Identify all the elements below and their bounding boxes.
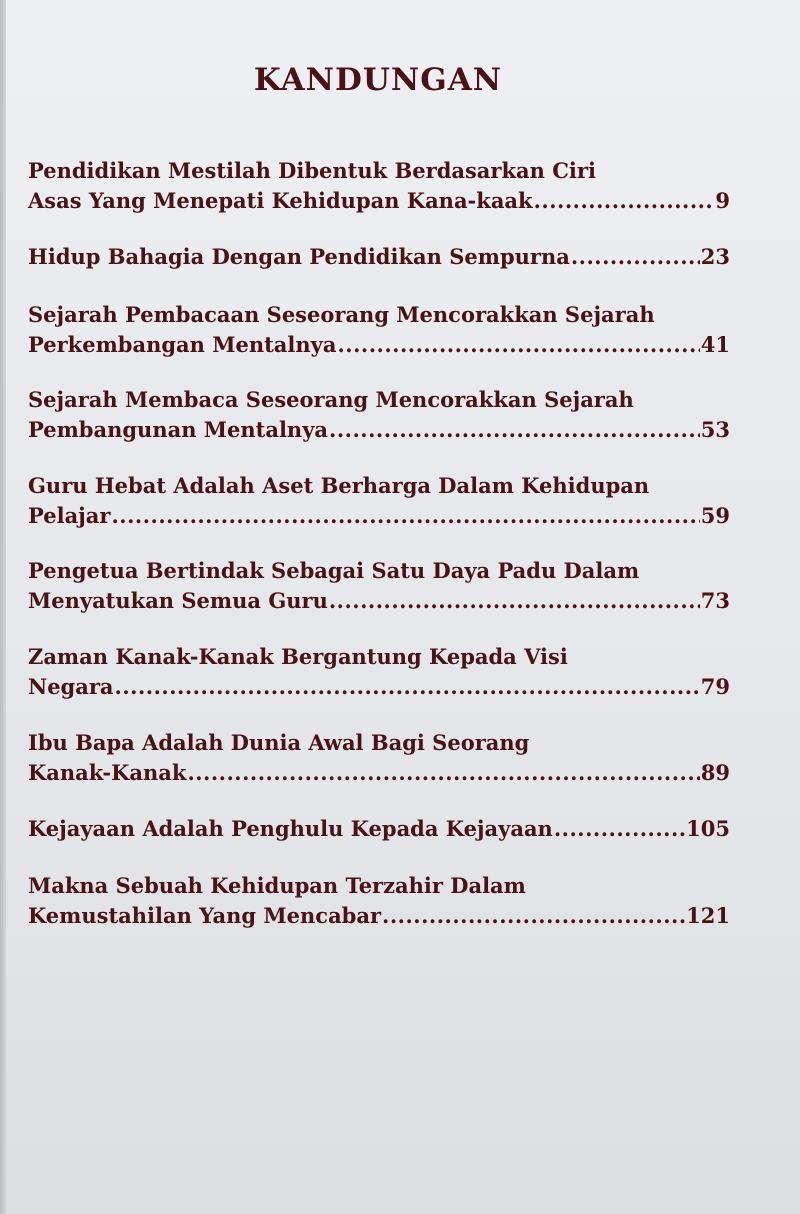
toc-entry-title-line: Kanak-Kanak	[28, 760, 187, 785]
toc-entry	[28, 300, 730, 360]
toc-page-number: 53	[700, 417, 730, 442]
dot-leader	[329, 415, 700, 445]
toc-entry-title-line: Ibu Bapa Adalah Dunia Awal Bagi Seorang	[28, 730, 530, 755]
toc-entry-title-line: Guru Hebat Adalah Aset Berharga Dalam Kehidupan	[28, 473, 650, 498]
toc-entry	[28, 385, 730, 445]
page-edge-shadow	[0, 0, 6, 1214]
dot-leader	[382, 901, 685, 931]
toc-entry-title-line: Sejarah Pembacaan Seseorang Mencorakkan Sejarah	[28, 302, 655, 327]
toc-entry-title-line: Pengetua Bertindak Sebagai Satu Daya Padu Dalam	[28, 558, 640, 583]
toc-page-number: 89	[700, 760, 730, 785]
toc-entry-title-line: Kejayaan Adalah Penghulu Kepada Kejayaan	[28, 816, 553, 841]
toc-page-number: 9	[715, 188, 730, 213]
toc-entry	[28, 871, 730, 931]
page-title: KANDUNGAN	[253, 62, 503, 98]
dot-leader	[554, 814, 685, 844]
toc-entry-title-line: Asas Yang Menepati Kehidupan Kana-kaak	[28, 188, 533, 213]
dot-leader	[187, 758, 699, 788]
toc-entry-title-line: Hidup Bahagia Dengan Pendidikan Sempurna	[28, 244, 570, 269]
toc-entry-title-line: Sejarah Membaca Seseorang Mencorakkan Sejarah	[28, 387, 634, 412]
toc-page-number: 41	[700, 332, 730, 357]
toc-entry	[28, 156, 730, 216]
toc-entry	[28, 728, 730, 788]
toc-entry-title-line: Zaman Kanak-Kanak Bergantung Kepada Visi	[28, 644, 568, 669]
toc-entry-title-line: Makna Sebuah Kehidupan Terzahir Dalam	[28, 873, 526, 898]
toc-entry-title-line: Kemustahilan Yang Mencabar	[28, 903, 382, 928]
toc-entry-title-line: Pendidikan Mestilah Dibentuk Berdasarkan Ciri	[28, 158, 596, 183]
toc-entry	[28, 242, 730, 272]
dot-leader	[329, 586, 700, 616]
toc-entry-title-line: Negara	[28, 674, 114, 699]
dot-leader	[111, 501, 699, 531]
toc-entry	[28, 642, 730, 702]
dot-leader	[115, 672, 700, 702]
toc-page-number: 23	[700, 244, 730, 269]
dot-leader	[534, 186, 715, 216]
toc-entry	[28, 814, 730, 844]
toc-page-number: 59	[700, 503, 730, 528]
toc-page-number: 79	[700, 674, 730, 699]
toc-entry-title-line: Menyatukan Semua Guru	[28, 588, 328, 613]
toc-page-number: 73	[700, 588, 730, 613]
toc-entry-title-line: Pembangunan Mentalnya	[28, 417, 329, 442]
toc-entry	[28, 556, 730, 616]
toc-entry	[28, 471, 730, 531]
toc-page-number: 105	[686, 816, 730, 841]
toc-entry-title-line: Perkembangan Mentalnya	[28, 332, 337, 357]
toc-entry-title-line: Pelajar	[28, 503, 111, 528]
dot-leader	[571, 242, 700, 272]
dot-leader	[337, 330, 699, 360]
toc-page-number: 121	[686, 903, 730, 928]
